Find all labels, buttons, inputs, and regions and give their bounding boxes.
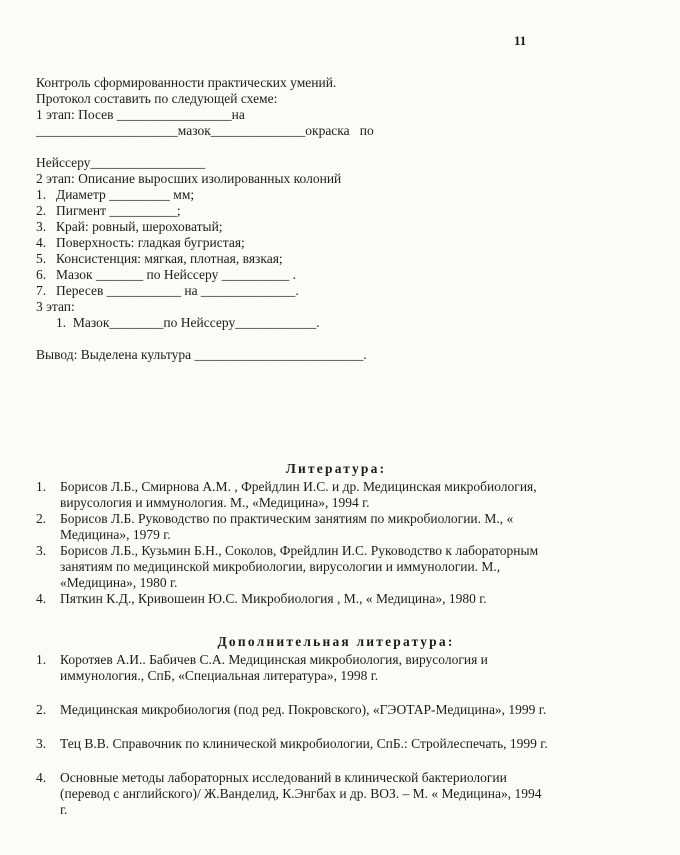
stage3-title: 3 этап:: [36, 299, 75, 314]
additional-literature-title: Дополнительная литература:: [217, 634, 455, 649]
list-item: 2. Борисов Л.Б. Руководство по практическим занятиям по микробиологии. М., « Медицина», 1979 г.: [36, 511, 514, 542]
additional-literature-section: [36, 634, 636, 836]
list-item: 4. Пяткин К.Д., Кривошеин Ю.С. Микробиология , М., « Медицина», 1980 г.: [36, 591, 487, 606]
protocol-section: [36, 75, 636, 331]
page-number: 11: [514, 33, 527, 48]
list-item: 3. Борисов Л.Б., Кузьмин Б.Н., Соколов, Фрейдлин И.С. Руководство к лабораторным занятиям по медицинской микробиологии, вирусологии и иммунологии. М., «Медицина», 1980 г.: [36, 543, 539, 590]
list-item: 2. Медицинская микробиология (под ред. Покровского), «ГЭОТАР-Медицина», 1999 г.: [36, 702, 547, 717]
list-item: 1. Диаметр _________ мм;: [36, 187, 195, 202]
protocol-heading: Контроль сформированности практических умений.: [36, 75, 337, 90]
list-item: 5. Консистенция: мягкая, плотная, вязкая;: [36, 251, 283, 266]
stage2-list: [36, 187, 636, 299]
literature-title: Литература:: [285, 461, 387, 476]
list-item: 1. Борисов Л.Б., Смирнова А.М. , Фрейдлин И.С. и др. Медицинская микробиология, вирусология и иммунология. М., «Медицина», 1994 г.: [36, 479, 537, 510]
list-item: 1. Коротяев А.И.. Бабичев С.А. Медицинская микробиология, вирусология и иммунология., СпБ, «Специальная литература», 1998 г.: [36, 652, 488, 683]
list-item: 3. Край: ровный, шероховатый;: [36, 219, 223, 234]
stage3-item: 1. Мазок________по Нейссеру____________.: [56, 315, 320, 330]
list-item: 7. Пересев ___________ на ______________.: [36, 283, 299, 298]
list-item: 3. Тец В.В. Справочник по клинической микробиологии, СпБ.: Стройлеспечать, 1999 г.: [36, 736, 548, 751]
list-item: 4. Поверхность: гладкая бугристая;: [36, 235, 245, 250]
stage2-title: 2 этап: Описание выросших изолированных колоний: [36, 171, 342, 186]
stage1-line2: _____________________мазок______________окраска по: [36, 123, 374, 138]
list-item: 6. Мазок _______ по Нейссеру __________ .: [36, 267, 296, 282]
conclusion-line: Вывод: Выделена культура _________________________.: [36, 347, 367, 362]
literature-section: [36, 461, 636, 607]
list-item: 2. Пигмент __________;: [36, 203, 181, 218]
protocol-instruction: Протокол составить по следующей схеме:: [36, 91, 278, 106]
stage1-line3: Нейссеру_________________: [36, 155, 206, 170]
list-item: 4. Основные методы лабораторных исследований в клинической бактериологии (перевод с английского)/ Ж.Ванделид, К.Энгбах и др. ВОЗ. – М. « Медицина», 1994 г.: [36, 770, 542, 817]
stage1-line1: 1 этап: Посев _________________на: [36, 107, 245, 122]
